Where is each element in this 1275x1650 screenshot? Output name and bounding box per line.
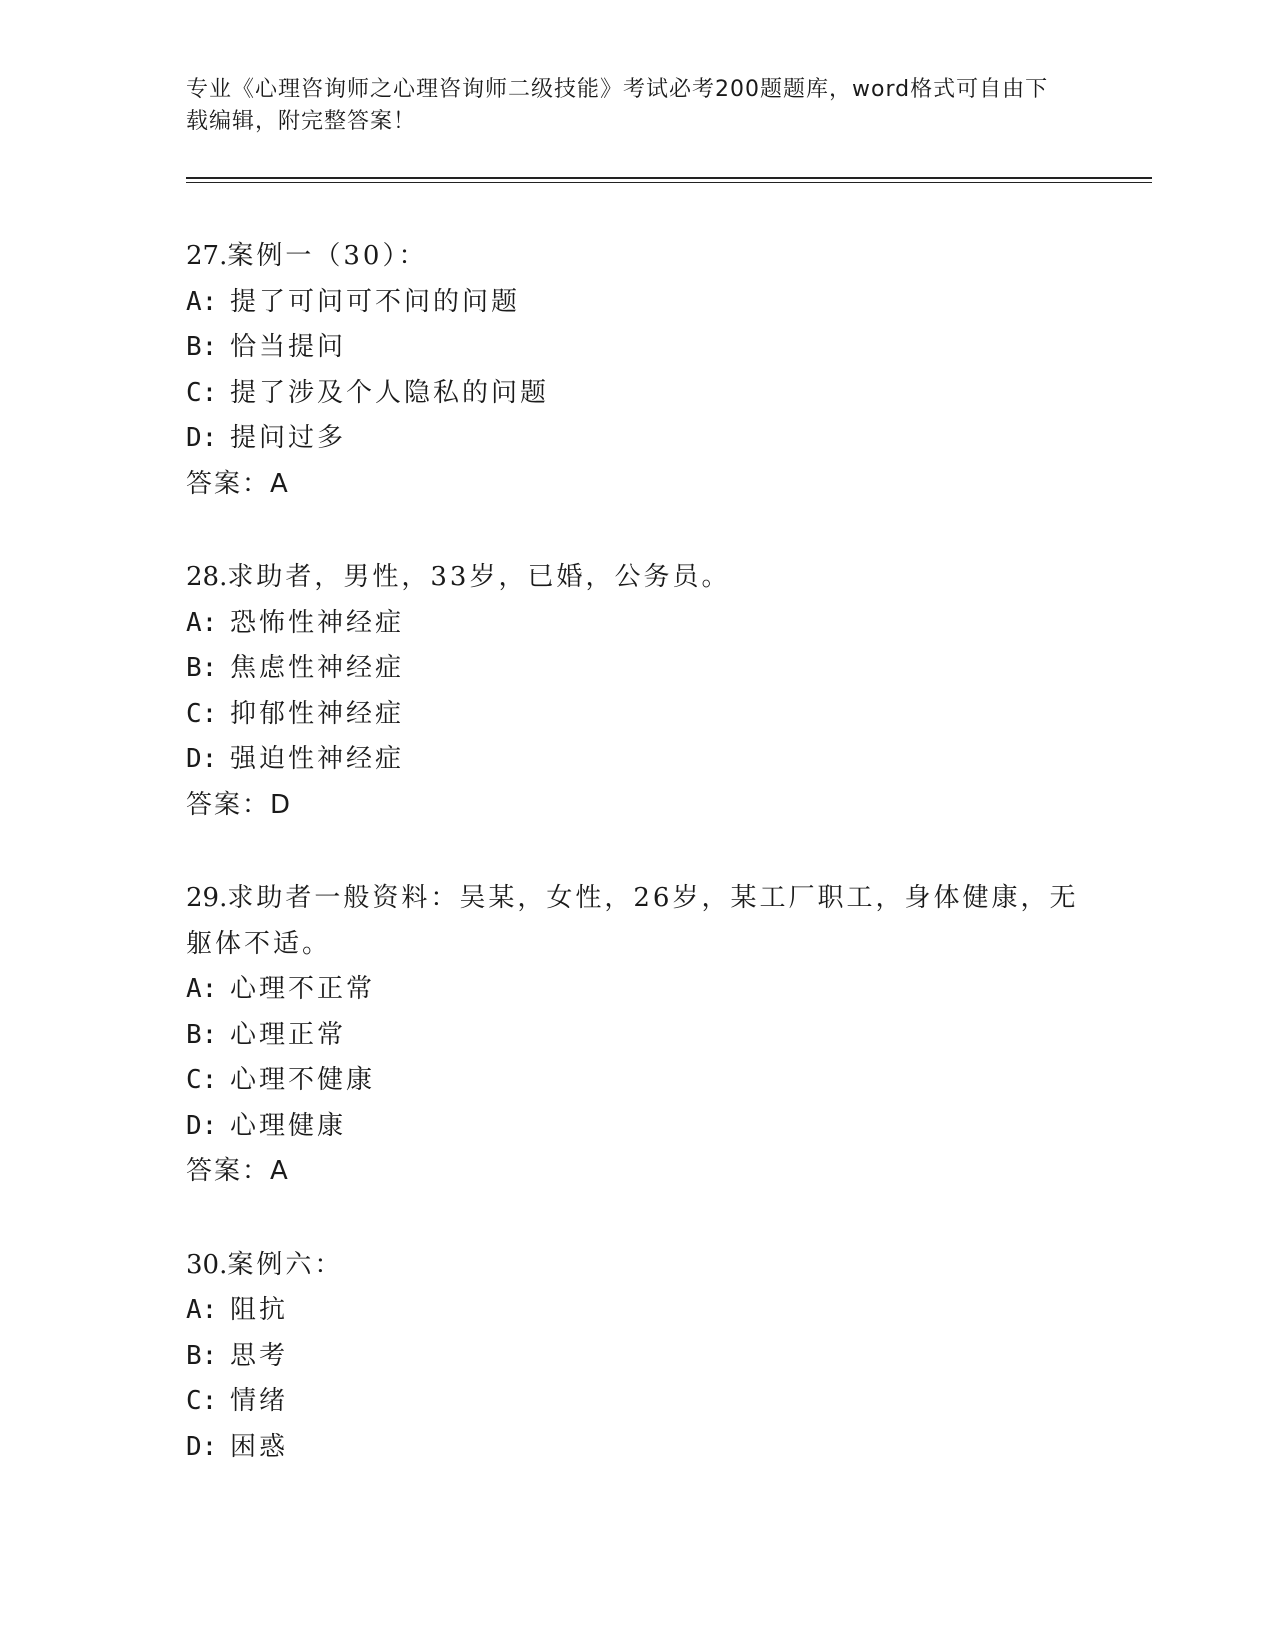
option-key: C:	[186, 1386, 218, 1416]
option-c	[186, 1379, 1086, 1425]
answer-line: 答案：A	[186, 468, 290, 499]
option-key: A:	[186, 286, 218, 317]
option-c	[186, 371, 1086, 417]
option-key: C:	[186, 1065, 218, 1095]
option-text: 抑郁性神经症	[230, 698, 405, 729]
option-text: 心理健康	[230, 1110, 347, 1141]
option-text: 恰当提问	[230, 332, 347, 362]
question-stem	[186, 1243, 1086, 1289]
option-text: 恐怖性神经症	[230, 607, 405, 638]
option-text: 提了涉及个人隐私的问题	[230, 377, 550, 408]
question-number: 27.	[186, 241, 228, 271]
question-text: 求助者，男性，33岁，已婚，公务员。	[227, 562, 731, 592]
option-d	[186, 1104, 1086, 1150]
option-text: 心理正常	[230, 1019, 347, 1050]
option-d	[186, 737, 1086, 783]
option-b	[186, 325, 1086, 371]
question-30	[186, 1243, 1086, 1471]
option-text: 心理不正常	[230, 974, 376, 1004]
question-stem	[186, 555, 1086, 601]
option-a	[186, 1288, 1086, 1334]
option-key: D:	[186, 1110, 218, 1141]
option-text: 阻抗	[230, 1295, 289, 1325]
option-d	[186, 1425, 1086, 1471]
option-a	[186, 601, 1086, 647]
option-b	[186, 1334, 1086, 1380]
option-text: 焦虑性神经症	[230, 653, 405, 683]
option-text: 强迫性神经症	[230, 744, 405, 774]
option-text: 情绪	[230, 1386, 289, 1416]
option-key: C:	[186, 698, 218, 729]
question-27	[186, 234, 1086, 507]
option-key: D:	[186, 744, 218, 774]
option-text: 思考	[230, 1340, 289, 1371]
question-29	[186, 876, 1086, 1195]
option-text: 心理不健康	[230, 1065, 376, 1095]
question-stem	[186, 876, 1086, 967]
option-a	[186, 967, 1086, 1013]
question-text: 案例一（30）：	[227, 241, 428, 271]
answer-line: 答案：A	[186, 1156, 290, 1186]
option-text: 提问过多	[230, 423, 347, 453]
question-list	[186, 234, 1086, 1518]
option-b	[186, 1013, 1086, 1059]
option-key: B:	[186, 653, 218, 683]
header-divider	[186, 177, 1152, 179]
option-key: B:	[186, 1340, 218, 1371]
question-number: 30.	[186, 1249, 228, 1280]
header-divider-thin	[186, 182, 1152, 183]
question-text: 案例六：	[227, 1249, 344, 1280]
question-stem	[186, 234, 1086, 280]
document-header: 专业《心理咨询师之心理咨询师二级技能》考试必考200题题库，word格式可自由下载编辑，附完整答案！	[186, 77, 1049, 134]
option-c	[186, 692, 1086, 738]
question-28	[186, 555, 1086, 828]
question-number: 29.	[186, 883, 228, 913]
option-key: A:	[186, 974, 218, 1004]
question-text: 求助者一般资料：吴某，女性，26岁，某工厂职工，身体健康，无躯体不适。	[186, 883, 1079, 959]
option-c	[186, 1058, 1086, 1104]
option-text: 提了可问可不问的问题	[230, 286, 521, 317]
option-d	[186, 416, 1086, 462]
option-key: B:	[186, 1019, 218, 1050]
option-key: C:	[186, 377, 218, 408]
option-a	[186, 280, 1086, 326]
answer-line: 答案：D	[186, 789, 293, 820]
option-key: D:	[186, 423, 218, 453]
option-text: 困惑	[230, 1431, 289, 1462]
option-key: A:	[186, 607, 218, 638]
option-key: B:	[186, 332, 218, 362]
question-number: 28.	[186, 562, 228, 592]
option-key: A:	[186, 1295, 218, 1325]
option-b	[186, 646, 1086, 692]
option-key: D:	[186, 1431, 218, 1462]
